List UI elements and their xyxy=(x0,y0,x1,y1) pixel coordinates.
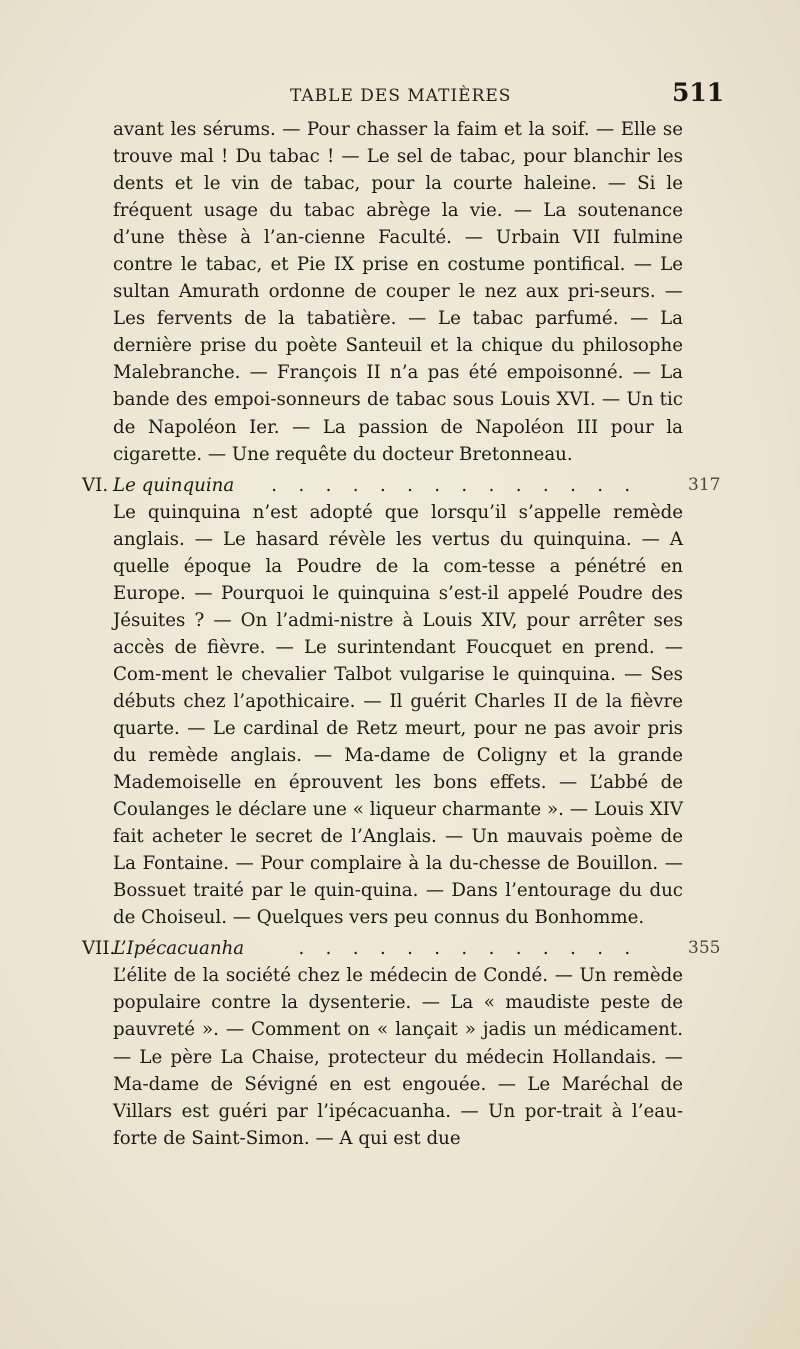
chapter-summary: L’élite de la société chez le médecin de Condé. — Un remède populaire contre la dysenterie. — La « maudiste peste de pauvreté ». — Comment on « lançait » jadis un médicament. — Le père La Chaise, protecteur du médecin Hollandais. — Ma-dame de Sévigné en est engouée. — Le Maréchal de Villars est guéri par l’ipécacuanha. — Un por-trait à l’eau-forte de Saint-Simon. — A qui est due xyxy=(113,965,683,1149)
running-header xyxy=(0,78,800,118)
chapter-page-reference: 355 xyxy=(688,938,721,959)
toc-entry-ipecacuanha xyxy=(82,935,721,1151)
chapter-summary: Le quinquina n’est adopté que lorsqu’il s’appelle remède anglais. — Le hasard révèle les vertus du quinquina. — A quelle époque la Poudre de la com-tesse a pénétré en Europe. — Pourquoi le quinquina s’est-il appelé Poudre des Jésuites ? — On l’admi-nistre à Louis XIV, pour arrêter ses accès de fièvre. — Le surintendant Foucquet en prend. — Com-ment le chevalier Talbot vulgarise le quinquina. — Ses débuts chez l’apothicaire. — Il guérit Charles II de la fièvre quarte. — Le cardinal de Retz meurt, pour ne pas avoir pris du remède anglais. — Ma-dame de Coligny et la grande Mademoiselle en éprouvent les bons effets. — L’abbé de Coulanges le déclare une « liqueur charmante ». — Louis XIV fait acheter le secret de l’Anglais. — Un mauvais poème de La Fontaine. — Pour complaire à la du-chesse de Bouillon. — Bossuet traité par le quin-quina. — Dans l’entourage du duc de Choiseul. — Quelques vers peu connus du Bonhomme. xyxy=(113,501,683,929)
dot-leader: . . . . . . . . . . . . . . xyxy=(271,474,638,496)
chapter-page-reference: 317 xyxy=(688,474,721,495)
chapter-number: VI. xyxy=(82,474,109,496)
table-of-contents-text xyxy=(82,116,721,1152)
toc-entry-quinquina xyxy=(82,472,721,932)
toc-entry-heading xyxy=(82,935,721,962)
toc-entry-heading xyxy=(82,472,721,499)
chapter-title: L’Ipécacuanha xyxy=(113,938,245,960)
chapter-title: Le quinquina xyxy=(113,474,235,496)
running-title: TABLE DES MATIÈRES xyxy=(290,86,512,106)
dot-leader: . . . . . . . . . . . . . xyxy=(298,938,638,960)
chapter-number: VII. xyxy=(82,938,116,960)
page-number: 511 xyxy=(672,78,725,107)
continued-summary-paragraph: avant les sérums. — Pour chasser la faim et la soif. — Elle se trouve mal ! Du tabac ! — Le sel de tabac, pour blanchir les dents et le vin de tabac, pour la courte haleine. — Si le fréquent usage du tabac abrège la vie. — La soutenance d’une thèse à l’an-cienne Faculté. — Urbain VII fulmine contre le tabac, et Pie IX prise en costume pontifical. — Le sultan Amurath ordonne de couper le nez aux pri-seurs. — Les fervents de la tabatière. — Le tabac parfumé. — La dernière prise du poète Santeuil et la chique du philosophe Malebranche. — François II n’a pas été empoisonné. — La bande des empoi-sonneurs de tabac sous Louis XVI. — Un tic de Napoléon Ier. — La passion de Napoléon III pour la cigarette. — Une requête du docteur Bretonneau. xyxy=(113,119,683,465)
